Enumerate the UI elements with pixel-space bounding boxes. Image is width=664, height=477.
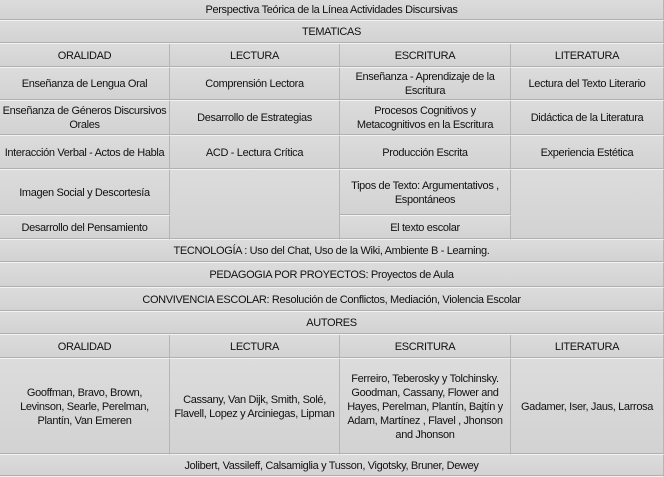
table-cell: ACD - Lectura Crítica: [170, 136, 340, 170]
table-cell: Tipos de Texto: Argumentativos , Espontáneos: [340, 170, 511, 216]
col-header-oralidad: ORALIDAD: [0, 335, 170, 359]
col-header-literatura: LITERATURA: [511, 335, 664, 359]
table-cell: Enseñanza de Géneros Discursivos Orales: [0, 101, 170, 136]
col-header-escritura: ESCRITURA: [340, 335, 511, 359]
table-cell: Comprensión Lectora: [170, 68, 340, 101]
col-header-lectura: LECTURA: [170, 335, 340, 359]
table-cell: Experiencia Estética: [511, 136, 664, 170]
autores-general-row: Jolibert, Vassileff, Calsamiglia y Tusson, Vigotsky, Bruner, Dewey: [0, 455, 664, 477]
table-cell: Procesos Cognitivos y Metacognitivos en la Escritura: [340, 101, 511, 136]
table-cell: El texto escolar: [340, 216, 511, 240]
autores-header: AUTORES: [0, 312, 664, 335]
table-cell: Interacción Verbal - Actos de Habla: [0, 136, 170, 170]
col-header-escritura: ESCRITURA: [340, 44, 511, 68]
table-cell: Imagen Social y Descortesía: [0, 170, 170, 216]
col-header-literatura: LITERATURA: [511, 44, 664, 68]
table-cell: Enseñanza - Aprendizaje de la Escritura: [340, 68, 511, 101]
col-header-lectura: LECTURA: [170, 44, 340, 68]
empty-cell: [170, 170, 340, 240]
table-cell: Producción Escrita: [340, 136, 511, 170]
autores-literatura: Gadamer, Iser, Jaus, Larrosa: [511, 359, 664, 455]
table-cell: Desarrollo del Pensamiento: [0, 216, 170, 240]
table-cell: Desarrollo de Estrategias: [170, 101, 340, 136]
autores-escritura: Ferreiro, Teberosky y Tolchinsky. Goodman, Cassany, Flower and Hayes, Perelman, Plantín, Bajtín y Adam, Martínez , Flavel , Jhonson and Jhonson: [340, 359, 511, 455]
empty-cell: [511, 170, 664, 240]
convivencia-row: CONVIVENCIA ESCOLAR: Resolución de Conflictos, Mediación, Violencia Escolar: [0, 288, 664, 312]
tematicas-header: TEMATICAS: [0, 21, 664, 44]
table-cell: Enseñanza de Lengua Oral: [0, 68, 170, 101]
table-cell: Lectura del Texto Literario: [511, 68, 664, 101]
autores-lectura: Cassany, Van Dijk, Smith, Solé, Flavell, Lopez y Arciniegas, Lipman: [170, 359, 340, 455]
table-title: Perspectiva Teórica de la Línea Actividades Discursivas: [0, 0, 664, 21]
pedagogia-row: PEDAGOGIA POR PROYECTOS: Proyectos de Aula: [0, 263, 664, 288]
tecnologia-row: TECNOLOGÍA : Uso del Chat, Uso de la Wiki, Ambiente B - Learning.: [0, 240, 664, 263]
col-header-oralidad: ORALIDAD: [0, 44, 170, 68]
table-cell: Didáctica de la Literatura: [511, 101, 664, 136]
autores-oralidad: Gooffman, Bravo, Brown, Levinson, Searle, Perelman, Plantín, Van Emeren: [0, 359, 170, 455]
